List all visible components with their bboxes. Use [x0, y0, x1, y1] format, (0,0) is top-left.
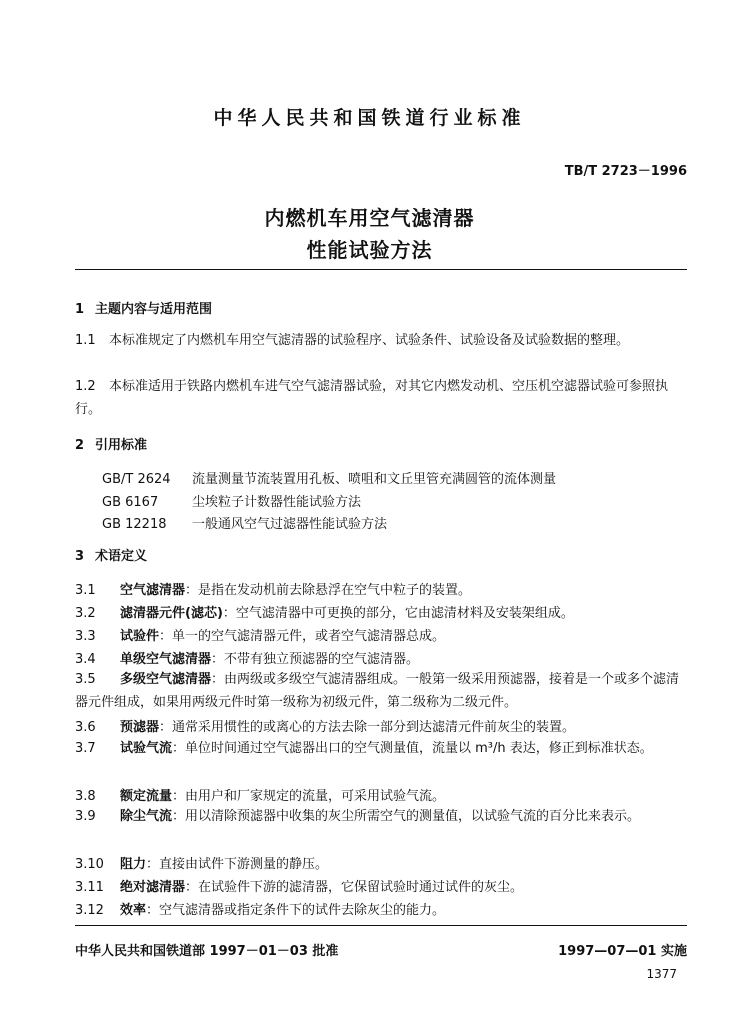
term-3-4	[75, 648, 419, 667]
term-name: 多级空气滤清器	[120, 672, 212, 687]
term-definition: ：空气滤清器中可更换的部分，它由滤清材料及安装架组成。	[222, 606, 574, 621]
term-name: 除尘气流	[120, 809, 173, 824]
term-name: 绝对滤清器	[120, 880, 186, 895]
reference-item	[102, 491, 361, 510]
page-number: 1377	[646, 967, 677, 981]
term-definition: ：直接由试件下游测量的静压。	[146, 857, 329, 872]
term-3-3	[75, 625, 445, 644]
term-definition: ：由两级或多级空气滤清器组成。一般第一级采用预滤器，接着是一个或多个滤清器元件组成，如果用两级元件时第一级称为初级元件，第二级称为二级元件。	[75, 672, 680, 710]
section-number: 3	[75, 549, 85, 564]
term-name: 单级空气滤清器	[120, 652, 212, 667]
term-3-11	[75, 876, 523, 895]
term-3-5	[75, 668, 687, 714]
term-number: 3.10	[75, 857, 104, 872]
standard-code: TB/T 2723－1996	[564, 164, 687, 179]
paragraph-number: 1.2	[75, 379, 96, 394]
term-definition: ：空气滤清器或指定条件下的试件去除灰尘的能力。	[146, 903, 446, 918]
term-definition: ：由用户和厂家规定的流量，可采用试验气流。	[172, 789, 446, 804]
term-definition: ：是指在发动机前去除悬浮在空气中粒子的装置。	[185, 583, 472, 598]
standard-header: 中华人民共和国铁道行业标准	[213, 107, 526, 129]
term-number: 3.2	[75, 606, 96, 621]
term-number: 3.9	[75, 809, 96, 824]
title-divider	[75, 269, 687, 270]
term-number: 3.1	[75, 583, 96, 598]
term-definition: ：单位时间通过空气滤器出口的空气测量值，流量以 m³/h 表达，修正到标准状态。	[172, 741, 653, 756]
paragraph-text: 本标准规定了内燃机车用空气滤清器的试验程序、试验条件、试验设备及试验数据的整理。	[109, 333, 630, 348]
term-name: 额定流量	[120, 789, 173, 804]
reference-item	[102, 513, 387, 532]
reference-title: 尘埃粒子计数器性能试验方法	[192, 495, 362, 510]
document-title-line1: 内燃机车用空气滤清器	[264, 206, 475, 230]
term-3-7	[75, 737, 687, 760]
term-3-10	[75, 853, 328, 872]
paragraph-1-1	[75, 329, 687, 352]
term-name: 预滤器	[120, 720, 160, 735]
term-definition: ：通常采用惯性的或离心的方法去除一部分到达滤清元件前灰尘的装置。	[159, 720, 576, 735]
term-definition: ：单一的空气滤清器元件，或者空气滤清器总成。	[159, 629, 446, 644]
reference-item	[102, 468, 556, 487]
term-definition: ：在试验件下游的滤清器，它保留试验时通过试件的灰尘。	[185, 880, 524, 895]
section-title: 引用标准	[95, 438, 148, 453]
section-number: 2	[75, 438, 85, 453]
section-number: 1	[75, 302, 85, 317]
term-name: 效率	[120, 903, 147, 918]
approval-line: 中华人民共和国铁道部 1997－01－03 批准	[75, 944, 339, 959]
reference-title: 流量测量节流装置用孔板、喷咀和文丘里管充满圆管的流体测量	[192, 472, 557, 487]
paragraph-text: 本标准适用于铁路内燃机车进气空气滤清器试验，对其它内燃发动机、空压机空滤器试验可参照执行。	[75, 379, 669, 417]
section-title: 主题内容与适用范围	[95, 302, 213, 317]
term-number: 3.6	[75, 720, 96, 735]
term-name: 试验气流	[120, 741, 173, 756]
section-2-heading	[75, 434, 147, 453]
term-number: 3.7	[75, 741, 96, 756]
implementation-date: 1997—07—01 实施	[558, 944, 687, 959]
reference-code: GB 12218	[102, 517, 167, 532]
term-number: 3.4	[75, 652, 96, 667]
reference-title: 一般通风空气过滤器性能试验方法	[192, 517, 388, 532]
reference-code: GB/T 2624	[102, 472, 171, 487]
term-name: 阻力	[120, 857, 147, 872]
term-name: 空气滤清器	[120, 583, 186, 598]
term-definition: ：不带有独立预滤器的空气滤清器。	[211, 652, 420, 667]
term-3-12	[75, 899, 445, 918]
section-3-heading	[75, 545, 147, 564]
reference-code: GB 6167	[102, 495, 159, 510]
term-3-1	[75, 579, 471, 598]
term-3-8	[75, 785, 445, 804]
term-number: 3.12	[75, 903, 104, 918]
term-name: 试验件	[120, 629, 160, 644]
footer-divider	[75, 925, 687, 926]
section-1-heading	[75, 298, 212, 317]
term-3-6	[75, 716, 575, 735]
term-name: 滤清器元件(滤芯)	[120, 606, 223, 621]
document-title-line2: 性能试验方法	[306, 238, 433, 262]
term-number: 3.5	[75, 672, 96, 687]
term-definition: ：用以清除预滤器中收集的灰尘所需空气的测量值，以试验气流的百分比来表示。	[172, 809, 641, 824]
paragraph-1-2	[75, 375, 687, 421]
term-number: 3.11	[75, 880, 104, 895]
term-number: 3.8	[75, 789, 96, 804]
paragraph-number: 1.1	[75, 333, 96, 348]
term-3-2	[75, 602, 574, 621]
term-number: 3.3	[75, 629, 96, 644]
term-3-9	[75, 805, 687, 828]
section-title: 术语定义	[95, 549, 148, 564]
